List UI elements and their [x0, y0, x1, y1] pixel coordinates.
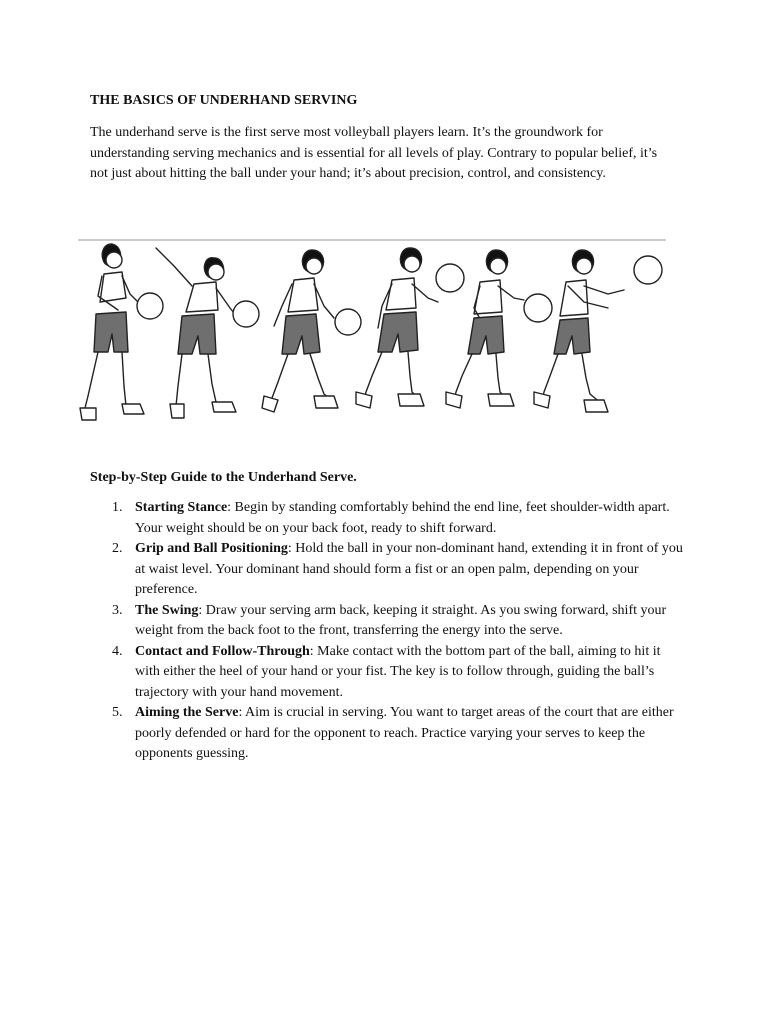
- step-item-1: [90, 498, 685, 539]
- step-term: Aiming the Serve: [135, 705, 239, 720]
- page-title: THE BASICS OF UNDERHAND SERVING: [90, 93, 358, 108]
- step-text: : Draw your serving arm back, keeping it straight. As you swing forward, shift your weight from the back foot to the front, transferring the energy into the serve.: [135, 602, 667, 638]
- intro-paragraph: The underhand serve is the first serve most volleyball players learn. It’s the groundwork for understanding serving mechanics and is essential for all levels of play. Contrary to popular belief, it’s not just about hitting the ball under your hand; it’s about precision, control, and consistency.: [90, 125, 658, 182]
- serve-sequence-figure: [78, 236, 668, 426]
- step-text: : Hold the ball in your non-dominant hand, extending it in front of you at waist level. Your dominant hand should form a fist or an open palm, depending on your preference.: [135, 541, 683, 597]
- serve-frame-3: [262, 250, 361, 412]
- serve-frame-6: [534, 250, 662, 412]
- step-term: Starting Stance: [135, 500, 228, 515]
- step-item-4: [90, 642, 685, 704]
- step-number: 2.: [112, 541, 123, 556]
- serve-frame-2: [156, 248, 259, 418]
- step-item-5: [90, 703, 685, 765]
- step-item-2: [90, 539, 685, 601]
- guide-heading: Step-by-Step Guide to the Underhand Serve.: [90, 470, 357, 485]
- step-term: Contact and Follow-Through: [135, 643, 310, 659]
- step-number: 5.: [112, 705, 123, 720]
- step-number: 1.: [112, 500, 123, 515]
- serve-frame-1: [80, 244, 163, 420]
- step-term: Grip and Ball Positioning: [135, 541, 288, 556]
- step-text: : Make contact with the bottom part of the ball, aiming to hit it with either the heel of your hand or your fist. The key is to follow through, guiding the ball’s trajectory with your hand movement.: [135, 643, 661, 700]
- step-text: : Aim is crucial in serving. You want to target areas of the court that are either poorly defended or hard for the opponent to reach. Practice varying your serves to keep the opponents guessing.: [135, 705, 674, 761]
- steps-list: [90, 498, 685, 765]
- step-text: : Begin by standing comfortably behind the end line, feet shoulder-width apart. Your weight should be on your back foot, ready to shift forward.: [135, 500, 670, 536]
- step-item-3: [90, 601, 685, 642]
- step-number: 4.: [112, 643, 123, 659]
- serve-sequence-illustration: [78, 236, 668, 426]
- step-number: 3.: [112, 602, 123, 618]
- serve-frame-4: [356, 248, 464, 408]
- step-term: The Swing: [135, 602, 199, 618]
